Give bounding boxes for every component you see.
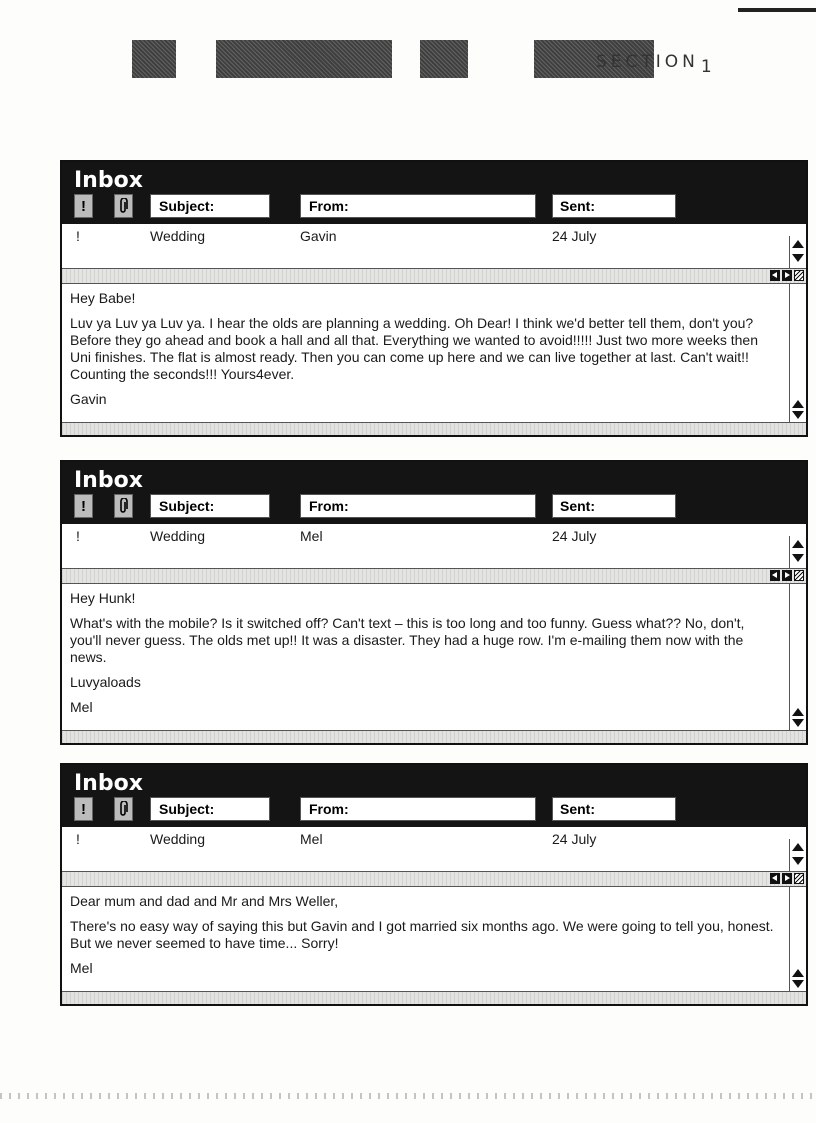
message-paragraph: Luv ya Luv ya Luv ya. I hear the olds are planning a wedding. Oh Dear! I think we'd better tell them, don't you? Before they go ahead and book a hall and all that. Everything we wanted to avoid!!!!! Just two more weeks then Uni finishes. The flat is almost ready. Then you can come up here and we can live together at last. Can't wait!! Counting the seconds!!! Yours4ever. [70, 315, 758, 382]
message-sent: 24 July [552, 228, 597, 244]
header-decoration-block [216, 40, 392, 78]
message-list [62, 524, 806, 569]
body-scrollbar[interactable] [789, 284, 806, 422]
message-signoff: Mel [70, 960, 93, 976]
section-heading [596, 52, 716, 77]
sent-column-header[interactable]: Sent: [552, 194, 676, 218]
paperclip-icon[interactable] [114, 797, 133, 821]
section-number: 1 [700, 57, 716, 77]
exclamation-icon[interactable]: ! [74, 194, 93, 218]
horizontal-scrollbar[interactable] [62, 269, 806, 284]
scroll-right-icon[interactable] [782, 873, 792, 884]
horizontal-scrollbar[interactable] [62, 872, 806, 887]
scroll-down-icon[interactable] [792, 857, 804, 865]
scroll-down-icon[interactable] [792, 554, 804, 562]
header-decoration-block [132, 40, 176, 78]
email-window-3 [60, 763, 808, 1006]
email-window-1 [60, 160, 808, 437]
message-body [62, 584, 806, 730]
message-from: Gavin [300, 228, 337, 244]
list-scrollbar[interactable] [789, 839, 806, 871]
window-status-strip [62, 422, 806, 435]
message-subject: Wedding [150, 831, 206, 847]
scroll-up-icon[interactable] [792, 540, 804, 548]
window-status-strip [62, 730, 806, 743]
message-sent: 24 July [552, 528, 597, 544]
scroll-down-icon[interactable] [792, 980, 804, 988]
window-status-strip [62, 991, 806, 1004]
message-row[interactable] [62, 228, 782, 246]
scroll-up-icon[interactable] [792, 400, 804, 408]
scroll-down-icon[interactable] [792, 254, 804, 262]
exclamation-icon[interactable]: ! [74, 494, 93, 518]
important-flag: ! [76, 528, 80, 544]
body-scrollbar[interactable] [789, 887, 806, 991]
list-scrollbar[interactable] [789, 536, 806, 568]
message-greeting: Hey Hunk! [70, 590, 136, 606]
body-scrollbar[interactable] [789, 584, 806, 730]
sent-column-header[interactable]: Sent: [552, 797, 676, 821]
message-subject: Wedding [150, 228, 206, 244]
window-titlebar [62, 462, 806, 524]
message-from: Mel [300, 831, 323, 847]
message-from: Mel [300, 528, 323, 544]
from-column-header[interactable]: From: [300, 194, 536, 218]
section-label: SECTION [596, 52, 699, 72]
window-title: Inbox [74, 468, 143, 493]
window-title: Inbox [74, 168, 143, 193]
page-corner-rule [738, 8, 816, 12]
message-signoff: Mel [70, 699, 93, 715]
window-title: Inbox [74, 771, 143, 796]
subject-column-header[interactable]: Subject: [150, 494, 270, 518]
scroll-down-icon[interactable] [792, 411, 804, 419]
resize-grip-icon[interactable] [794, 570, 804, 581]
scroll-up-icon[interactable] [792, 843, 804, 851]
important-flag: ! [76, 228, 80, 244]
subject-column-header[interactable]: Subject: [150, 797, 270, 821]
message-subject: Wedding [150, 528, 206, 544]
scroll-right-icon[interactable] [782, 270, 792, 281]
window-titlebar [62, 162, 806, 224]
from-column-header[interactable]: From: [300, 494, 536, 518]
from-column-header[interactable]: From: [300, 797, 536, 821]
important-flag: ! [76, 831, 80, 847]
scroll-up-icon[interactable] [792, 969, 804, 977]
message-body [62, 887, 806, 991]
scan-edge-noise [0, 1093, 816, 1099]
message-paragraph: What's with the mobile? Is it switched off? Can't text – this is too long and too funny. Guess what?? No, don't, you'll never guess. The olds met up!! It was a disaster. They had a huge row. I'm e-mailing them now with the news. [70, 615, 745, 665]
message-signoff: Gavin [70, 391, 107, 407]
message-list [62, 827, 806, 872]
message-greeting: Hey Babe! [70, 290, 136, 306]
column-header-row [74, 797, 798, 821]
window-titlebar [62, 765, 806, 827]
message-greeting: Dear mum and dad and Mr and Mrs Weller, [70, 893, 339, 909]
message-sent: 24 July [552, 831, 597, 847]
scroll-up-icon[interactable] [792, 708, 804, 716]
column-header-row [74, 194, 798, 218]
message-paragraph: There's no easy way of saying this but Gavin and I got married six months ago. We were going to tell you, honest. But we never seemed to have time... Sorry! [70, 918, 774, 951]
message-body [62, 284, 806, 422]
list-scrollbar[interactable] [789, 236, 806, 268]
scroll-down-icon[interactable] [792, 719, 804, 727]
paperclip-icon[interactable] [114, 494, 133, 518]
scroll-left-icon[interactable] [770, 570, 780, 581]
header-decoration-block [420, 40, 468, 78]
message-row[interactable] [62, 528, 782, 546]
subject-column-header[interactable]: Subject: [150, 194, 270, 218]
scroll-left-icon[interactable] [770, 873, 780, 884]
message-list [62, 224, 806, 269]
horizontal-scrollbar[interactable] [62, 569, 806, 584]
column-header-row [74, 494, 798, 518]
scroll-left-icon[interactable] [770, 270, 780, 281]
message-paragraph: Luvyaloads [70, 674, 141, 690]
resize-grip-icon[interactable] [794, 873, 804, 884]
scroll-right-icon[interactable] [782, 570, 792, 581]
paperclip-icon[interactable] [114, 194, 133, 218]
exclamation-icon[interactable]: ! [74, 797, 93, 821]
resize-grip-icon[interactable] [794, 270, 804, 281]
sent-column-header[interactable]: Sent: [552, 494, 676, 518]
scroll-up-icon[interactable] [792, 240, 804, 248]
message-row[interactable] [62, 831, 782, 849]
email-window-2 [60, 460, 808, 745]
